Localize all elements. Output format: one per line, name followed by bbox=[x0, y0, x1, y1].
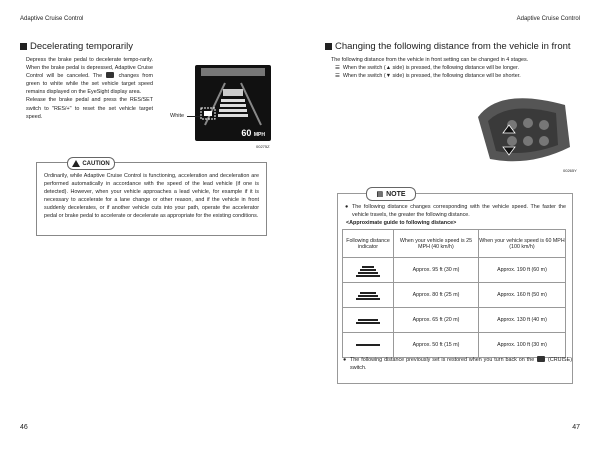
figure-callout-white: White bbox=[170, 113, 185, 119]
steering-switch-graphic bbox=[470, 87, 575, 167]
indicator-3-bars-icon bbox=[343, 283, 394, 308]
table-header-row bbox=[343, 230, 566, 258]
caution-box bbox=[36, 162, 267, 236]
section-title-following-distance: Changing the following distance from the vehicle in front bbox=[325, 41, 571, 52]
page-number-left: 46 bbox=[20, 424, 28, 431]
decelerating-body: Depress the brake pedal to decelerate tempo-rarily. When the brake pedal is depressed, Adaptive Cruise Control will be canceled. The changes from green to white while the set vehicle target speed remains displayed on the EyeSight display area. Release the brake pedal and press the RES/SET switch to "RES/+" to reset the set vehicle target speed. bbox=[26, 57, 153, 120]
caution-text: Ordinarily, while Adaptive Cruise Control is functioning, acceleration and deceleration are performed automatically in accordance with the speed of the lead vehicle (if one is detected). However, when your vehicle approaches a lead vehicle, for example if it is necessary to accelerate for a lane change or other reason, and if the vehicle in front suddenly decelerates, or if another vehicle cuts into your path, operate the accelerator pedal or brake pedal to accelerate or decelerate as appropriate for the existing conditions. bbox=[44, 173, 259, 220]
figure-code-left: 00275Z bbox=[256, 144, 270, 149]
cruise-switch-icon bbox=[537, 356, 545, 362]
running-header-left: Adaptive Cruise Control bbox=[20, 16, 84, 22]
display-speed: 60 MPH bbox=[241, 128, 265, 138]
cell-25mph: Approx. 50 ft (15 m) bbox=[394, 333, 479, 358]
section-square-icon bbox=[325, 43, 332, 50]
cell-25mph: Approx. 95 ft (30 m) bbox=[394, 258, 479, 283]
distance-bars-longer-icon: ☰ bbox=[335, 65, 340, 72]
header-60mph: When your vehicle speed is 60 MPH (100 km/h) bbox=[478, 230, 565, 258]
header-indicator: Following distance indicator bbox=[343, 230, 394, 258]
table-row bbox=[343, 308, 566, 333]
indicator-1-bar-icon bbox=[343, 333, 394, 358]
indicator-2-bars-icon bbox=[343, 308, 394, 333]
cell-60mph: Approx. 130 ft (40 m) bbox=[478, 308, 565, 333]
cell-60mph: Approx. 160 ft (50 m) bbox=[478, 283, 565, 308]
distance-bars-shorter-icon: ☰ bbox=[335, 73, 340, 80]
note-label: ▤ NOTE bbox=[366, 187, 416, 201]
following-distance-intro: The following distance from the vehicle in front setting can be changed in 4 stages. ☰ When the switch (▲ side) is pressed, the following distance will be longer. ☰ When the switch (▼ side) is pressed, the following distance will be shorter. bbox=[331, 57, 529, 80]
table-row bbox=[343, 283, 566, 308]
callout-line bbox=[187, 116, 201, 117]
table-row bbox=[343, 333, 566, 358]
section-title-decelerating: Decelerating temporarily bbox=[20, 41, 133, 52]
page-number-right: 47 bbox=[572, 424, 580, 431]
caution-label: CAUTION bbox=[67, 157, 115, 170]
triangle-up-icon: ▲ bbox=[385, 65, 392, 72]
section-square-icon bbox=[20, 43, 27, 50]
eyesight-display-figure bbox=[195, 65, 271, 141]
note-bullet-1: ● The following distance changes corresponding with the vehicle speed. The faster the vehicle travels, the greater the following distance. bbox=[345, 204, 566, 219]
following-distance-table bbox=[342, 229, 566, 358]
warning-triangle-icon bbox=[72, 160, 80, 167]
running-header-right: Adaptive Cruise Control bbox=[516, 16, 580, 22]
cruise-indicator-icon bbox=[106, 72, 114, 78]
guide-title: <Approximate guide to following distance> bbox=[346, 220, 457, 227]
steering-switch-figure bbox=[470, 87, 575, 167]
triangle-down-icon: ▼ bbox=[385, 73, 392, 80]
header-25mph: When your vehicle speed is 25 MPH (40 km/h) bbox=[394, 230, 479, 258]
cell-60mph: Approx. 100 ft (30 m) bbox=[478, 333, 565, 358]
table-row bbox=[343, 258, 566, 283]
figure-code-right: 00265Y bbox=[563, 168, 577, 173]
cell-25mph: Approx. 65 ft (20 m) bbox=[394, 308, 479, 333]
note-bullet-2: ● The following distance previously set is restored when you turn back on the (CRUISE) switch. bbox=[343, 357, 573, 372]
note-book-icon: ▤ bbox=[376, 191, 384, 198]
indicator-4-bars-icon bbox=[343, 258, 394, 283]
cell-60mph: Approx. 190 ft (60 m) bbox=[478, 258, 565, 283]
cell-25mph: Approx. 80 ft (25 m) bbox=[394, 283, 479, 308]
